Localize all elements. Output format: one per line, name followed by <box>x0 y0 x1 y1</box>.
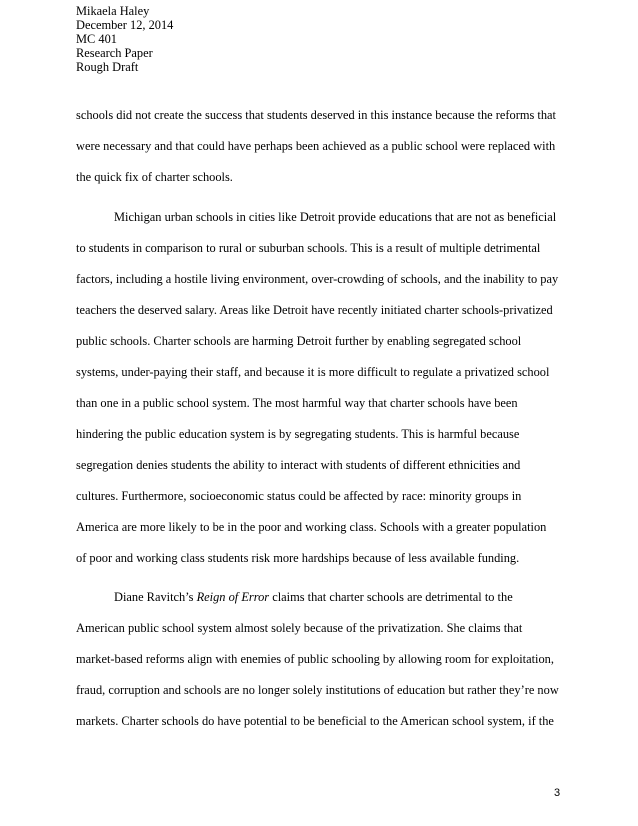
paragraph-3-line-2: American public school system almost solely because of the privatization. She claims that <box>76 621 523 635</box>
paragraph-1-line-1: schools did not create the success that students deserved in this instance because the reforms that <box>76 108 556 122</box>
course-code: MC 401 <box>76 32 117 46</box>
paragraph-1-line-3: the quick fix of charter schools. <box>76 170 233 184</box>
paragraph-2-line-1: Michigan urban schools in cities like Detroit provide educations that are not as beneficial <box>114 210 557 224</box>
paragraph-1-line-2: were necessary and that could have perhaps been achieved as a public school were replaced with <box>76 139 556 153</box>
paragraph-2-line-7: than one in a public school system. The most harmful way that charter schools have been <box>76 396 518 410</box>
paragraph-2-line-11: America are more likely to be in the poor and working class. Schools with a greater population <box>76 520 547 534</box>
document-header <box>76 4 173 74</box>
draft-label: Rough Draft <box>76 60 139 74</box>
paragraph-2-line-5: public schools. Charter schools are harming Detroit further by enabling segregated school <box>76 334 522 348</box>
paragraph-2-line-6: systems, under-paying their staff, and because it is more difficult to regulate a privatized school <box>76 365 550 379</box>
paragraph-3-line-4: fraud, corruption and schools are no longer solely institutions of education but rather they’re now <box>76 683 559 697</box>
paragraph-3-line-3: market-based reforms align with enemies of public schooling by allowing room for exploitation, <box>76 652 554 666</box>
paragraph-2-line-9: segregation denies students the ability to interact with students of different ethnicities and <box>76 458 521 472</box>
page-number: 3 <box>554 787 561 799</box>
paragraph-2-line-8: hindering the public education system is by segregating students. This is harmful because <box>76 427 520 441</box>
document-type: Research Paper <box>76 46 153 60</box>
paragraph-2-line-3: factors, including a hostile living environment, over-crowding of schools, and the inability to pay <box>76 272 559 286</box>
paragraph-2-line-2: to students in comparison to rural or suburban schools. This is a result of multiple detrimental <box>76 241 541 255</box>
paragraph-2-line-10: cultures. Furthermore, socioeconomic status could be affected by race: minority groups in <box>76 489 522 503</box>
paragraph-2-line-12: of poor and working class students risk more hardships because of less available funding. <box>76 551 520 565</box>
paragraph-2-line-4: teachers the deserved salary. Areas like Detroit have recently initiated charter schools-privatized <box>76 303 553 317</box>
paragraph-3-line-5: markets. Charter schools do have potential to be beneficial to the American school system, if the <box>76 714 554 728</box>
paragraph-3-line-1 <box>114 590 513 604</box>
paragraph-3-line-1-end: claims that charter schools are detrimental to the <box>269 590 513 604</box>
paragraph-3-line-1-start: Diane Ravitch’s <box>114 590 197 604</box>
author-name: Mikaela Haley <box>76 4 150 18</box>
book-title: Reign of Error <box>196 590 270 604</box>
document-date: December 12, 2014 <box>76 18 174 32</box>
